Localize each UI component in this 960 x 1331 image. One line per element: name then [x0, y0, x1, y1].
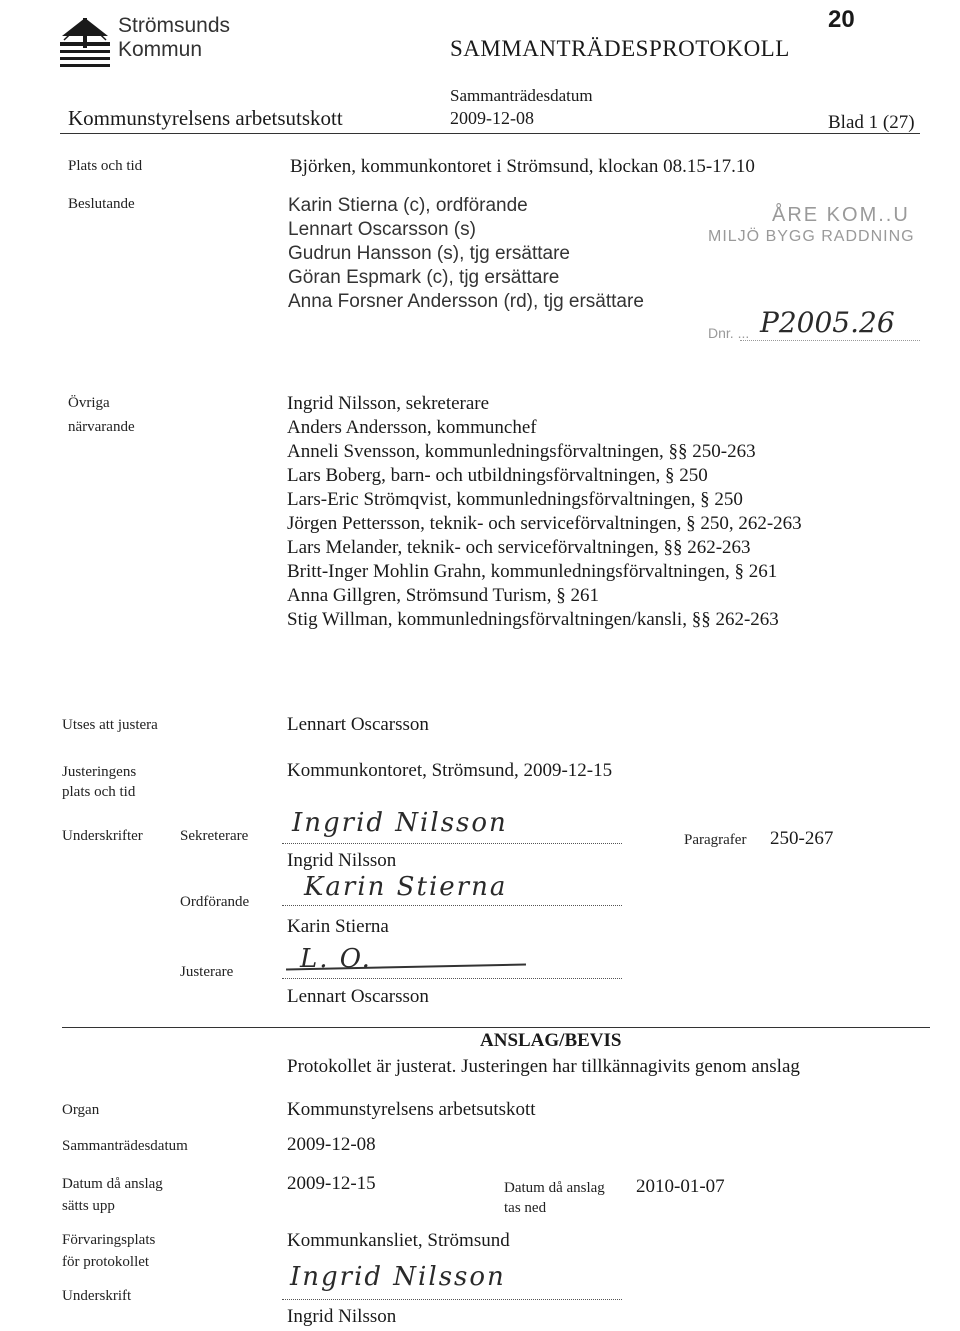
attendee-item: Lars-Eric Strömqvist, kommunledningsförvaltningen, § 250: [287, 489, 743, 510]
chair-sign-line: [282, 905, 622, 906]
dnr-value: P2005.26: [760, 306, 895, 339]
secretary-name: Ingrid Nilsson: [287, 850, 397, 871]
storage-value: Kommunkansliet, Strömsund: [287, 1230, 510, 1251]
attendee-item: Jörgen Pettersson, teknik- och serviceförvaltningen, § 250, 262-263: [287, 513, 802, 534]
attendee-item: Anneli Svensson, kommunledningsförvaltningen, §§ 250-263: [287, 441, 756, 462]
received-stamp-line2: MILJÖ BYGG RADDNING: [708, 228, 915, 245]
adjuster-appointed-label: Utses att justera: [62, 717, 158, 733]
others-label-line2: närvarande: [68, 419, 135, 435]
org-name-line2: Kommun: [118, 38, 203, 61]
municipality-logo: [60, 14, 110, 70]
removed-label-line2: tas ned: [504, 1200, 547, 1216]
posted-label-line2: sätts upp: [62, 1198, 115, 1214]
received-stamp-line1: ÅRE KOM..U: [772, 204, 910, 226]
decider-item: Gudrun Hansson (s), tjg ersättare: [288, 243, 570, 264]
bridge-logo-icon: [60, 14, 110, 70]
attendee-item: Lars Melander, teknik- och serviceförvaltningen, §§ 262-263: [287, 537, 751, 558]
posted-value: 2009-12-15: [287, 1173, 376, 1194]
meeting-date: 2009-12-08: [450, 108, 534, 128]
notice-signer-name: Ingrid Nilsson: [287, 1306, 397, 1327]
attendee-item: Lars Boberg, barn- och utbildningsförvaltningen, § 250: [287, 465, 708, 486]
removed-label-line1: Datum då anslag: [504, 1180, 605, 1196]
others-label-line1: Övriga: [68, 395, 110, 411]
storage-label-line2: för protokollet: [62, 1254, 150, 1270]
signatures-label: Underskrifter: [62, 828, 143, 844]
notice-sign-line: [282, 1299, 622, 1300]
chair-signature: Karin Stierna: [304, 872, 508, 902]
others-list: [287, 392, 802, 632]
adjuster-appointed-value: Lennart Oscarsson: [287, 714, 429, 735]
secretary-signature: Ingrid Nilsson: [292, 808, 508, 838]
posted-label-line1: Datum då anslag: [62, 1176, 163, 1192]
attendee-item: Britt-Inger Mohlin Grahn, kommunledningsförvaltningen, § 261: [287, 561, 778, 582]
notice-title: ANSLAG/BEVIS: [480, 1030, 622, 1051]
adjust-place-label-line2: plats och tid: [62, 784, 136, 800]
attendee-item: Stig Willman, kommunledningsförvaltningen/kansli, §§ 262-263: [287, 609, 779, 630]
adjust-place-label-line1: Justeringens: [62, 764, 137, 780]
removed-value: 2010-01-07: [636, 1176, 725, 1197]
decider-item: Karin Stierna (c), ordförande: [288, 195, 528, 216]
sheet-count: Blad 1 (27): [828, 112, 915, 133]
stamp-dotted-line: [740, 340, 920, 341]
dnr-label: Dnr. ...: [708, 325, 750, 341]
header-rule: [60, 133, 920, 134]
notice-signature-label: Underskrift: [62, 1288, 132, 1304]
attendee-item: Anders Andersson, kommunchef: [287, 417, 537, 438]
notice-signature: Ingrid Nilsson: [290, 1262, 506, 1292]
chair-label: Ordförande: [180, 894, 250, 910]
notice-date-value: 2009-12-08: [287, 1134, 376, 1155]
adjuster-name: Lennart Oscarsson: [287, 986, 429, 1007]
chair-name: Karin Stierna: [287, 916, 389, 937]
decider-item: Lennart Oscarsson (s): [288, 219, 476, 240]
notice-date-label: Sammanträdesdatum: [62, 1138, 188, 1154]
place-label: Plats och tid: [68, 158, 143, 174]
meeting-date-label: Sammanträdesdatum: [450, 86, 593, 105]
paragraphs-label: Paragrafer: [684, 832, 747, 848]
adjuster-signature: L. O.: [300, 944, 372, 974]
attendee-item: Ingrid Nilsson, sekreterare: [287, 393, 490, 414]
decider-item: Anna Forsner Andersson (rd), tjg ersättare: [288, 291, 644, 312]
deciders-list: [288, 194, 644, 314]
organ-label: Organ: [62, 1102, 100, 1118]
organ-value: Kommunstyrelsens arbetsutskott: [287, 1099, 536, 1120]
document-title: SAMMANTRÄDESPROTOKOLL: [450, 36, 790, 61]
notice-text: Protokollet är justerat. Justeringen har tillkännagivits genom anslag: [287, 1056, 800, 1077]
notice-rule: [62, 1027, 930, 1028]
deciders-label: Beslutande: [68, 196, 135, 212]
adjuster-label: Justerare: [180, 964, 234, 980]
place-value: Björken, kommunkontoret i Strömsund, klockan 08.15-17.10: [290, 156, 755, 177]
adjust-place-value: Kommunkontoret, Strömsund, 2009-12-15: [287, 760, 613, 781]
secretary-sign-line: [282, 843, 622, 844]
adjuster-sign-line: [282, 978, 622, 979]
org-name-line1: Strömsunds: [118, 14, 231, 37]
page-number: 20: [828, 6, 855, 33]
attendee-item: Anna Gillgren, Strömsund Turism, § 261: [287, 585, 599, 606]
decider-item: Göran Espmark (c), tjg ersättare: [288, 267, 560, 288]
storage-label-line1: Förvaringsplats: [62, 1232, 156, 1248]
committee-name: Kommunstyrelsens arbetsutskott: [68, 106, 343, 130]
paragraphs-value: 250-267: [770, 828, 834, 849]
secretary-label: Sekreterare: [180, 828, 249, 844]
